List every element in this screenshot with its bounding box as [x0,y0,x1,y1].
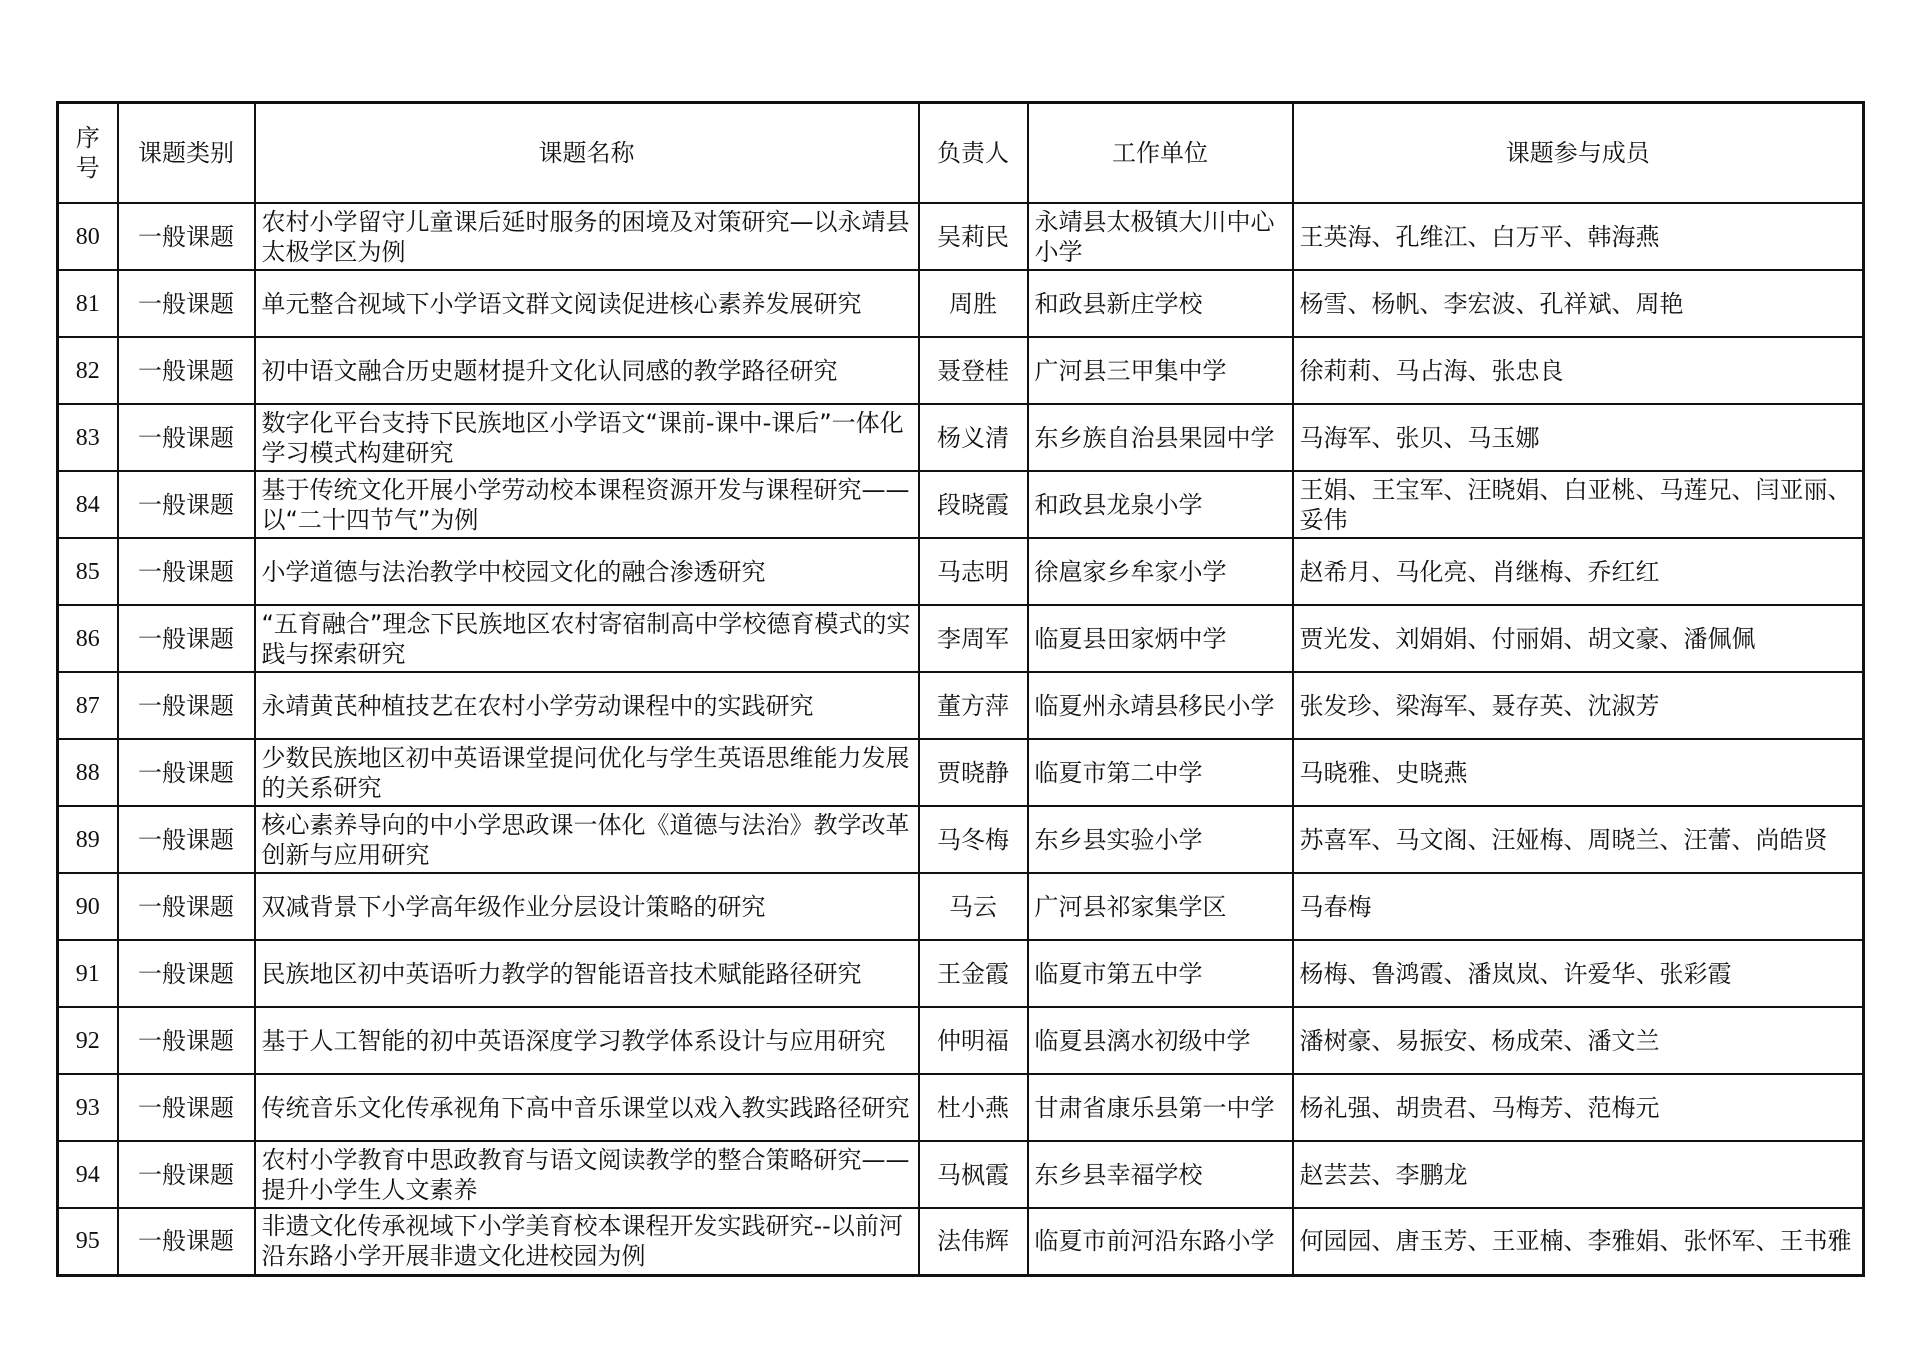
cell-members: 马晓雅、史晓燕 [1293,739,1864,806]
cell-title: 基于人工智能的初中英语深度学习教学体系设计与应用研究 [255,1007,919,1074]
cell-leader: 吴莉民 [919,203,1028,270]
cell-title: 农村小学留守儿童课后延时服务的困境及对策研究—以永靖县太极学区为例 [255,203,919,270]
cell-leader: 马志明 [919,538,1028,605]
cell-leader: 杜小燕 [919,1074,1028,1141]
cell-no: 95 [58,1208,118,1275]
table-row [58,203,1864,270]
table-row [58,1074,1864,1141]
cell-leader: 段晓霞 [919,471,1028,538]
cell-org: 临夏市第五中学 [1028,940,1293,1007]
cell-members: 马春梅 [1293,873,1864,940]
cell-title: 初中语文融合历史题材提升文化认同感的教学路径研究 [255,337,919,404]
cell-org: 临夏县漓水初级中学 [1028,1007,1293,1074]
header-category: 课题类别 [118,103,255,204]
cell-category: 一般课题 [118,873,255,940]
table-row [58,1208,1864,1275]
cell-title: 小学道德与法治教学中校园文化的融合渗透研究 [255,538,919,605]
cell-leader: 杨义清 [919,404,1028,471]
cell-category: 一般课题 [118,739,255,806]
cell-leader: 董方萍 [919,672,1028,739]
cell-title: 双减背景下小学高年级作业分层设计策略的研究 [255,873,919,940]
cell-category: 一般课题 [118,404,255,471]
header-members: 课题参与成员 [1293,103,1864,204]
table-row [58,806,1864,873]
cell-org: 临夏县田家炳中学 [1028,605,1293,672]
cell-category: 一般课题 [118,940,255,1007]
cell-leader: 贾晓静 [919,739,1028,806]
cell-org: 和政县龙泉小学 [1028,471,1293,538]
cell-leader: 法伟辉 [919,1208,1028,1275]
cell-category: 一般课题 [118,270,255,337]
table-body [58,203,1864,1275]
table-row [58,672,1864,739]
cell-leader: 马云 [919,873,1028,940]
cell-leader: 李周军 [919,605,1028,672]
cell-org: 临夏市第二中学 [1028,739,1293,806]
cell-category: 一般课题 [118,1141,255,1208]
cell-org: 和政县新庄学校 [1028,270,1293,337]
cell-org: 临夏州永靖县移民小学 [1028,672,1293,739]
cell-leader: 马枫霞 [919,1141,1028,1208]
table-row [58,873,1864,940]
table-row [58,471,1864,538]
cell-category: 一般课题 [118,538,255,605]
table-row [58,538,1864,605]
table-row [58,270,1864,337]
cell-members: 赵芸芸、李鹏龙 [1293,1141,1864,1208]
cell-members: 何园园、唐玉芳、王亚楠、李雅娟、张怀军、王书雅 [1293,1208,1864,1275]
cell-org: 永靖县太极镇大川中心小学 [1028,203,1293,270]
table-row [58,404,1864,471]
cell-no: 90 [58,873,118,940]
cell-title: 民族地区初中英语听力教学的智能语音技术赋能路径研究 [255,940,919,1007]
table-row [58,605,1864,672]
cell-org: 广河县三甲集中学 [1028,337,1293,404]
project-table [56,101,1865,1277]
cell-no: 88 [58,739,118,806]
cell-members: 贾光发、刘娟娟、付丽娟、胡文豪、潘佩佩 [1293,605,1864,672]
cell-leader: 仲明福 [919,1007,1028,1074]
cell-leader: 王金霞 [919,940,1028,1007]
cell-members: 徐莉莉、马占海、张忠良 [1293,337,1864,404]
header-org: 工作单位 [1028,103,1293,204]
cell-members: 杨梅、鲁鸿霞、潘岚岚、许爱华、张彩霞 [1293,940,1864,1007]
cell-title: “五育融合”理念下民族地区农村寄宿制高中学校德育模式的实践与探索研究 [255,605,919,672]
cell-members: 潘树豪、易振安、杨成荣、潘文兰 [1293,1007,1864,1074]
table-row [58,1007,1864,1074]
cell-leader: 聂登桂 [919,337,1028,404]
cell-no: 91 [58,940,118,1007]
cell-no: 80 [58,203,118,270]
cell-leader: 马冬梅 [919,806,1028,873]
cell-no: 93 [58,1074,118,1141]
cell-category: 一般课题 [118,337,255,404]
cell-category: 一般课题 [118,1007,255,1074]
cell-category: 一般课题 [118,1074,255,1141]
cell-title: 少数民族地区初中英语课堂提问优化与学生英语思维能力发展的关系研究 [255,739,919,806]
cell-no: 83 [58,404,118,471]
cell-members: 马海军、张贝、马玉娜 [1293,404,1864,471]
cell-no: 85 [58,538,118,605]
cell-title: 传统音乐文化传承视角下高中音乐课堂以戏入教实践路径研究 [255,1074,919,1141]
table-row [58,1141,1864,1208]
cell-org: 东乡县幸福学校 [1028,1141,1293,1208]
table-row [58,739,1864,806]
cell-leader: 周胜 [919,270,1028,337]
cell-category: 一般课题 [118,203,255,270]
cell-no: 87 [58,672,118,739]
cell-no: 81 [58,270,118,337]
table-row [58,337,1864,404]
cell-title: 非遗文化传承视域下小学美育校本课程开发实践研究--以前河沿东路小学开展非遗文化进校园为例 [255,1208,919,1275]
cell-category: 一般课题 [118,471,255,538]
cell-org: 东乡族自治县果园中学 [1028,404,1293,471]
cell-category: 一般课题 [118,806,255,873]
cell-title: 基于传统文化开展小学劳动校本课程资源开发与课程研究——以“二十四节气”为例 [255,471,919,538]
cell-no: 86 [58,605,118,672]
cell-title: 数字化平台支持下民族地区小学语文“课前-课中-课后”一体化学习模式构建研究 [255,404,919,471]
cell-no: 82 [58,337,118,404]
cell-category: 一般课题 [118,672,255,739]
cell-members: 杨雪、杨帆、李宏波、孔祥斌、周艳 [1293,270,1864,337]
cell-members: 王娟、王宝军、汪晓娟、白亚桃、马莲兄、闫亚丽、妥伟 [1293,471,1864,538]
cell-members: 赵希月、马化亮、肖继梅、乔红红 [1293,538,1864,605]
header-title: 课题名称 [255,103,919,204]
header-leader: 负责人 [919,103,1028,204]
cell-org: 徐扈家乡牟家小学 [1028,538,1293,605]
cell-category: 一般课题 [118,605,255,672]
header-no: 序号 [58,103,118,204]
cell-no: 94 [58,1141,118,1208]
cell-org: 东乡县实验小学 [1028,806,1293,873]
cell-members: 杨礼强、胡贵君、马梅芳、范梅元 [1293,1074,1864,1141]
cell-members: 王英海、孔维江、白万平、韩海燕 [1293,203,1864,270]
cell-title: 永靖黄芪种植技艺在农村小学劳动课程中的实践研究 [255,672,919,739]
cell-category: 一般课题 [118,1208,255,1275]
cell-no: 84 [58,471,118,538]
cell-title: 核心素养导向的中小学思政课一体化《道德与法治》教学改革创新与应用研究 [255,806,919,873]
cell-org: 甘肃省康乐县第一中学 [1028,1074,1293,1141]
cell-org: 广河县祁家集学区 [1028,873,1293,940]
cell-title: 农村小学教育中思政教育与语文阅读教学的整合策略研究——提升小学生人文素养 [255,1141,919,1208]
cell-title: 单元整合视域下小学语文群文阅读促进核心素养发展研究 [255,270,919,337]
cell-members: 苏喜军、马文阁、汪娅梅、周晓兰、汪蕾、尚皓贤 [1293,806,1864,873]
header-row [58,103,1864,204]
table-row [58,940,1864,1007]
cell-members: 张发珍、梁海军、聂存英、沈淑芳 [1293,672,1864,739]
cell-org: 临夏市前河沿东路小学 [1028,1208,1293,1275]
cell-no: 89 [58,806,118,873]
cell-no: 92 [58,1007,118,1074]
